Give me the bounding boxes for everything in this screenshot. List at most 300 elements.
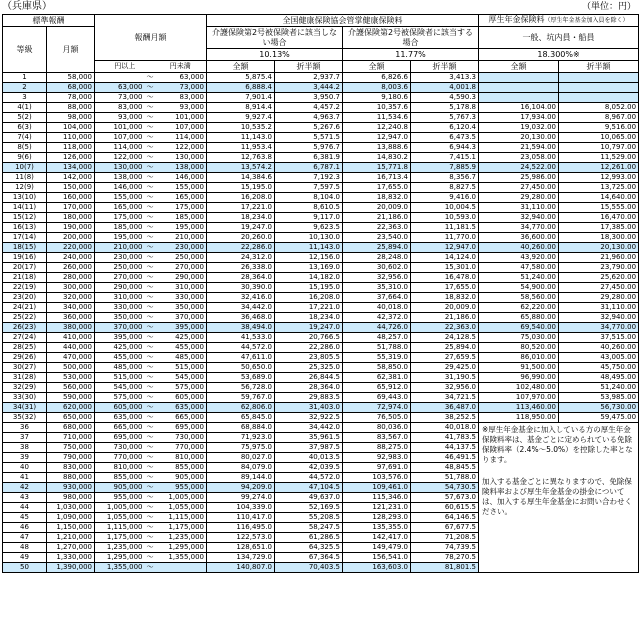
health2-full-cell: 35,310.0 xyxy=(343,283,411,293)
pension-heading xyxy=(479,15,639,27)
range-to-cell: 485,000 xyxy=(155,353,207,363)
health2-half-cell: 78,270.5 xyxy=(411,553,479,563)
pension-full-cell: 69,540.00 xyxy=(479,323,559,333)
monthly-cell: 360,000 xyxy=(47,313,95,323)
health1-half-cell: 11,143.0 xyxy=(275,243,343,253)
range-from-cell: 73,000 xyxy=(95,93,145,103)
table-row xyxy=(3,213,639,223)
health2-full-cell: 9,180.6 xyxy=(343,93,411,103)
range-to-cell: 695,000 xyxy=(155,423,207,433)
pension-half-cell: 15,555.00 xyxy=(559,203,639,213)
range-to-cell: 425,000 xyxy=(155,333,207,343)
health1-full-cell: 17,221.0 xyxy=(207,203,275,213)
table-row xyxy=(3,303,639,313)
table-row xyxy=(3,293,639,303)
pension-title: 厚生年金保険料 xyxy=(488,15,545,24)
health1-half-cell: 32,922.5 xyxy=(275,413,343,423)
health2-full-cell: 10,357.6 xyxy=(343,103,411,113)
monthly-cell: 650,000 xyxy=(47,413,95,423)
range-to-cell: 665,000 xyxy=(155,413,207,423)
health2-full-cell: 65,912.0 xyxy=(343,383,411,393)
unit-label: （単位：円） xyxy=(581,2,636,12)
health1-full-cell: 134,729.0 xyxy=(207,553,275,563)
range-from-cell: 290,000 xyxy=(95,283,145,293)
table-row xyxy=(3,353,639,363)
pension-half-cell xyxy=(559,83,639,93)
health2-half-cell: 25,894.0 xyxy=(411,343,479,353)
health2-full-cell: 58,850.0 xyxy=(343,363,411,373)
health2-half-cell: 11,181.5 xyxy=(411,223,479,233)
range-from-cell: 605,000 xyxy=(95,403,145,413)
table-row xyxy=(3,93,639,103)
tilde-cell: ～ xyxy=(146,323,154,331)
table-row xyxy=(3,223,639,233)
grade-cell: 10(7) xyxy=(3,163,47,173)
monthly-cell: 980,000 xyxy=(47,493,95,503)
grade-cell: 39 xyxy=(3,453,47,463)
health1-half-cell: 13,169.0 xyxy=(275,263,343,273)
health2-half-cell: 4,001.8 xyxy=(411,83,479,93)
health1-half-cell: 25,325.0 xyxy=(275,363,343,373)
grade-cell: 9(6) xyxy=(3,153,47,163)
range-from-cell: 114,000 xyxy=(95,143,145,153)
range-to-cell: 230,000 xyxy=(155,243,207,253)
range-to-cell: 155,000 xyxy=(155,183,207,193)
range-from-cell: 905,000 xyxy=(95,483,145,493)
pension-full-cell: 54,900.00 xyxy=(479,283,559,293)
health2-half-cell: 48,845.5 xyxy=(411,463,479,473)
range-to-cell: 1,175,000 xyxy=(155,523,207,533)
health1-full-cell: 116,495.0 xyxy=(207,523,275,533)
health1-full-cell: 28,364.0 xyxy=(207,273,275,283)
pension-full-cell: 58,560.00 xyxy=(479,293,559,303)
tilde-cell: ～ xyxy=(146,423,154,431)
health2-full-cell: 6,826.6 xyxy=(343,73,411,83)
health1-full-cell: 59,767.0 xyxy=(207,393,275,403)
health1-half-heading: 折半額 xyxy=(275,61,343,73)
tilde-cell: ～ xyxy=(146,133,154,141)
health1-full-cell: 94,209.0 xyxy=(207,483,275,493)
health2-half-cell: 44,137.5 xyxy=(411,443,479,453)
pension-half-cell: 37,515.00 xyxy=(559,333,639,343)
health1-full-cell: 26,338.0 xyxy=(207,263,275,273)
table-row xyxy=(3,403,639,413)
pension-half-cell: 48,495.00 xyxy=(559,373,639,383)
grade-cell: 17(14) xyxy=(3,233,47,243)
tilde-cell: ～ xyxy=(146,443,154,451)
tilde-cell: ～ xyxy=(146,503,154,511)
health2-full-cell: 76,505.0 xyxy=(343,413,411,423)
grade-cell: 31(28) xyxy=(3,373,47,383)
range-from-cell: 455,000 xyxy=(95,353,145,363)
tilde-cell: ～ xyxy=(146,313,154,321)
health1-full-cell: 16,208.0 xyxy=(207,193,275,203)
grade-cell: 1 xyxy=(3,73,47,83)
health2-full-cell: 20,009.0 xyxy=(343,203,411,213)
monthly-cell: 126,000 xyxy=(47,153,95,163)
pension-half-cell: 17,385.00 xyxy=(559,223,639,233)
health1-half-cell: 18,234.0 xyxy=(275,313,343,323)
range-from-cell: 350,000 xyxy=(95,313,145,323)
pension-full-cell: 32,940.00 xyxy=(479,213,559,223)
grade-cell: 38 xyxy=(3,443,47,453)
grade-cell: 30(27) xyxy=(3,363,47,373)
health2-full-cell: 16,713.4 xyxy=(343,173,411,183)
health1-half-cell: 3,444.2 xyxy=(275,83,343,93)
monthly-cell: 790,000 xyxy=(47,453,95,463)
range-from-cell: 1,295,000 xyxy=(95,553,145,563)
tilde-cell: ～ xyxy=(146,493,154,501)
grade-cell: 7(4) xyxy=(3,133,47,143)
range-from-cell: 395,000 xyxy=(95,333,145,343)
tilde-cell: ～ xyxy=(146,343,154,351)
pension-full-cell: 20,130.00 xyxy=(479,133,559,143)
health2-full-cell: 72,974.0 xyxy=(343,403,411,413)
monthly-cell: 1,030,000 xyxy=(47,503,95,513)
table-row xyxy=(3,173,639,183)
pension-half-cell xyxy=(559,93,639,103)
health1-half-cell: 55,208.5 xyxy=(275,513,343,523)
tilde-cell: ～ xyxy=(146,73,154,81)
health2-half-cell: 6,120.4 xyxy=(411,123,479,133)
health1-full-cell: 30,390.0 xyxy=(207,283,275,293)
pension-half-cell: 20,130.00 xyxy=(559,243,639,253)
tilde-cell: ～ xyxy=(146,453,154,461)
health2-half-cell: 17,655.0 xyxy=(411,283,479,293)
table-row xyxy=(3,203,639,213)
monthly-cell: 280,000 xyxy=(47,273,95,283)
tilde-cell: ～ xyxy=(146,143,154,151)
monthly-cell: 118,000 xyxy=(47,143,95,153)
range-to-cell: 138,000 xyxy=(155,163,207,173)
health2-half-cell: 41,783.5 xyxy=(411,433,479,443)
pension-half-cell: 21,960.00 xyxy=(559,253,639,263)
health2-half-cell: 6,944.3 xyxy=(411,143,479,153)
tilde-cell: ～ xyxy=(146,93,154,101)
health1-half-cell: 4,457.2 xyxy=(275,103,343,113)
health1-full-cell: 122,573.0 xyxy=(207,533,275,543)
pension-full-cell: 40,260.00 xyxy=(479,243,559,253)
health1-half-cell: 8,610.5 xyxy=(275,203,343,213)
table-row xyxy=(3,163,639,173)
insurance-premium-table xyxy=(2,14,639,573)
health1-half-cell: 7,597.5 xyxy=(275,183,343,193)
range-from-cell: 195,000 xyxy=(95,233,145,243)
monthly-cell: 1,090,000 xyxy=(47,513,95,523)
monthly-cell: 78,000 xyxy=(47,93,95,103)
health1-full-cell: 50,650.0 xyxy=(207,363,275,373)
monthly-cell: 830,000 xyxy=(47,463,95,473)
health2-half-cell: 18,832.0 xyxy=(411,293,479,303)
tilde-cell: ～ xyxy=(146,303,154,311)
health1-half-cell: 47,104.5 xyxy=(275,483,343,493)
table-row xyxy=(3,383,639,393)
monthly-cell: 470,000 xyxy=(47,353,95,363)
range-to-cell: 770,000 xyxy=(155,443,207,453)
range-from-cell: 370,000 xyxy=(95,323,145,333)
health1-full-cell: 20,260.0 xyxy=(207,233,275,243)
monthly-cell: 530,000 xyxy=(47,373,95,383)
table-row xyxy=(3,143,639,153)
range-to-cell: 350,000 xyxy=(155,303,207,313)
table-row xyxy=(3,373,639,383)
monthly-cell: 1,150,000 xyxy=(47,523,95,533)
pension-half-cell: 40,260.00 xyxy=(559,343,639,353)
health1-half-cell: 10,130.0 xyxy=(275,233,343,243)
health2-full-cell: 40,018.0 xyxy=(343,303,411,313)
health2-half-cell: 51,788.0 xyxy=(411,473,479,483)
pension-half-cell: 27,450.00 xyxy=(559,283,639,293)
pension-full-cell: 36,600.00 xyxy=(479,233,559,243)
pension-half-cell: 8,052.00 xyxy=(559,103,639,113)
pension-half-heading: 折半額 xyxy=(559,61,639,73)
pension-full-cell: 47,580.00 xyxy=(479,263,559,273)
table-row xyxy=(3,83,639,93)
health2-half-cell: 54,730.5 xyxy=(411,483,479,493)
health2-full-cell: 44,726.0 xyxy=(343,323,411,333)
range-from-cell: 130,000 xyxy=(95,163,145,173)
table-row xyxy=(3,283,639,293)
health2-full-cell: 23,540.0 xyxy=(343,233,411,243)
health2-full-cell: 48,257.0 xyxy=(343,333,411,343)
range-to-cell: 114,000 xyxy=(155,133,207,143)
pension-fund-note xyxy=(479,423,639,573)
pension-half-cell: 14,640.00 xyxy=(559,193,639,203)
health1-full-cell: 140,807.0 xyxy=(207,563,275,573)
grade-cell: 47 xyxy=(3,533,47,543)
health1-half-cell: 4,963.7 xyxy=(275,113,343,123)
range-to-label: 円未満 xyxy=(155,61,207,73)
health2-full-cell: 92,983.0 xyxy=(343,453,411,463)
health2-half-cell: 81,801.5 xyxy=(411,563,479,573)
pension-full-cell: 118,950.00 xyxy=(479,413,559,423)
health1-full-cell: 53,689.0 xyxy=(207,373,275,383)
pension-full-cell: 75,030.00 xyxy=(479,333,559,343)
health2-full-cell: 51,788.0 xyxy=(343,343,411,353)
health1-full-cell: 6,888.4 xyxy=(207,83,275,93)
range-from-cell: 730,000 xyxy=(95,443,145,453)
health2-half-cell: 5,178.8 xyxy=(411,103,479,113)
monthly-cell: 1,210,000 xyxy=(47,533,95,543)
health1-full-cell: 36,468.0 xyxy=(207,313,275,323)
grade-cell: 15(12) xyxy=(3,213,47,223)
health1-half-cell: 7,192.3 xyxy=(275,173,343,183)
health1-full-cell: 10,535.2 xyxy=(207,123,275,133)
health1-full-cell: 38,494.0 xyxy=(207,323,275,333)
tilde-cell: ～ xyxy=(146,263,154,271)
health1-full-cell: 14,384.6 xyxy=(207,173,275,183)
pension-half-cell: 34,770.00 xyxy=(559,323,639,333)
health2-half-cell: 24,128.5 xyxy=(411,333,479,343)
table-row xyxy=(3,243,639,253)
pension-half-cell: 56,730.00 xyxy=(559,403,639,413)
health1-full-cell: 7,901.4 xyxy=(207,93,275,103)
health2-half-cell: 32,956.0 xyxy=(411,383,479,393)
grade-cell: 5(2) xyxy=(3,113,47,123)
pension-full-cell: 65,880.00 xyxy=(479,313,559,323)
health2-half-cell: 36,487.0 xyxy=(411,403,479,413)
health2-half-cell: 57,673.0 xyxy=(411,493,479,503)
range-to-cell: 455,000 xyxy=(155,343,207,353)
monthly-cell: 300,000 xyxy=(47,283,95,293)
table-row xyxy=(3,393,639,403)
health1-full-cell: 19,247.0 xyxy=(207,223,275,233)
health1-half-cell: 22,286.0 xyxy=(275,343,343,353)
health1-full-cell: 47,611.0 xyxy=(207,353,275,363)
health-insurance-heading: 全国健康保険協会管掌健康保険料 xyxy=(207,15,479,27)
grade-cell: 41 xyxy=(3,473,47,483)
health1-full-cell: 24,312.0 xyxy=(207,253,275,263)
tilde-cell: ～ xyxy=(146,223,154,231)
monthly-cell: 1,390,000 xyxy=(47,563,95,573)
grade-cell: 50 xyxy=(3,563,47,573)
range-from-cell: 1,055,000 xyxy=(95,513,145,523)
range-from-cell: 165,000 xyxy=(95,203,145,213)
health2-half-cell: 10,593.0 xyxy=(411,213,479,223)
health1-half-cell: 17,221.0 xyxy=(275,303,343,313)
tilde-cell: ～ xyxy=(146,533,154,541)
health1-full-cell: 5,875.4 xyxy=(207,73,275,83)
pension-full-cell: 24,522.00 xyxy=(479,163,559,173)
range-from-cell: 425,000 xyxy=(95,343,145,353)
health-category-2: 介護保険第2号被保険者に該当する場合 xyxy=(343,27,479,49)
tilde-cell: ～ xyxy=(146,523,154,531)
monthly-cell: 170,000 xyxy=(47,203,95,213)
health1-half-cell: 35,961.5 xyxy=(275,433,343,443)
health1-full-cell: 8,914.4 xyxy=(207,103,275,113)
pension-full-cell: 102,480.00 xyxy=(479,383,559,393)
pension-full-cell: 80,520.00 xyxy=(479,343,559,353)
monthly-cell: 440,000 xyxy=(47,343,95,353)
monthly-cell: 142,000 xyxy=(47,173,95,183)
table-row xyxy=(3,253,639,263)
range-to-cell: 73,000 xyxy=(155,83,207,93)
health1-full-cell: 68,884.0 xyxy=(207,423,275,433)
pension-full-cell xyxy=(479,83,559,93)
monthly-cell: 134,000 xyxy=(47,163,95,173)
grade-cell: 2 xyxy=(3,83,47,93)
grade-cell: 48 xyxy=(3,543,47,553)
monthly-cell: 200,000 xyxy=(47,233,95,243)
monthly-cell: 220,000 xyxy=(47,243,95,253)
range-from-cell: 1,175,000 xyxy=(95,533,145,543)
range-from-cell: 63,000 xyxy=(95,83,145,93)
pension-half-cell: 29,280.00 xyxy=(559,293,639,303)
range-to-cell: 83,000 xyxy=(155,93,207,103)
range-from-cell: 210,000 xyxy=(95,243,145,253)
health2-full-heading: 全額 xyxy=(343,61,411,73)
pension-full-cell: 62,220.00 xyxy=(479,303,559,313)
monthly-cell: 68,000 xyxy=(47,83,95,93)
health2-full-cell: 55,319.0 xyxy=(343,353,411,363)
range-from-label: 円以上 xyxy=(95,61,155,73)
range-to-cell: 545,000 xyxy=(155,373,207,383)
health2-full-cell: 25,894.0 xyxy=(343,243,411,253)
health2-full-cell: 80,036.0 xyxy=(343,423,411,433)
range-from-cell: 545,000 xyxy=(95,383,145,393)
table-row xyxy=(3,263,639,273)
health1-half-cell: 5,571.5 xyxy=(275,133,343,143)
table-row xyxy=(3,193,639,203)
health1-half-cell: 49,637.0 xyxy=(275,493,343,503)
pension-half-cell: 31,110.00 xyxy=(559,303,639,313)
health2-half-cell: 9,416.0 xyxy=(411,193,479,203)
health2-half-cell: 38,252.5 xyxy=(411,413,479,423)
table-row xyxy=(3,273,639,283)
range-to-cell: 250,000 xyxy=(155,253,207,263)
health2-full-cell: 22,363.0 xyxy=(343,223,411,233)
health1-full-cell: 75,975.0 xyxy=(207,443,275,453)
grade-cell: 6(3) xyxy=(3,123,47,133)
health1-full-cell: 34,442.0 xyxy=(207,303,275,313)
table-row xyxy=(3,313,639,323)
range-to-cell: 515,000 xyxy=(155,363,207,373)
health2-full-cell: 163,603.0 xyxy=(343,563,411,573)
health2-full-cell: 17,655.0 xyxy=(343,183,411,193)
health2-half-cell: 15,301.0 xyxy=(411,263,479,273)
health2-half-cell: 67,677.5 xyxy=(411,523,479,533)
pension-note: （厚生年金基金加入員を除く） xyxy=(544,17,629,24)
health1-full-cell: 11,953.4 xyxy=(207,143,275,153)
health2-half-cell: 4,590.3 xyxy=(411,93,479,103)
grade-cell: 24(21) xyxy=(3,303,47,313)
range-from-cell: 230,000 xyxy=(95,253,145,263)
range-from-cell: 122,000 xyxy=(95,153,145,163)
range-from-cell: 515,000 xyxy=(95,373,145,383)
health1-full-cell: 104,339.0 xyxy=(207,503,275,513)
monthly-cell: 340,000 xyxy=(47,303,95,313)
range-to-cell: 1,005,000 xyxy=(155,493,207,503)
pension-full-cell: 34,770.00 xyxy=(479,223,559,233)
health2-full-cell: 8,003.6 xyxy=(343,83,411,93)
health2-half-cell: 21,186.0 xyxy=(411,313,479,323)
health1-half-cell: 9,117.0 xyxy=(275,213,343,223)
pension-half-cell: 13,725.00 xyxy=(559,183,639,193)
pension-full-cell: 21,594.00 xyxy=(479,143,559,153)
range-from-cell: 101,000 xyxy=(95,123,145,133)
tilde-cell: ～ xyxy=(146,113,154,121)
remuneration-range-heading: 報酬月額 xyxy=(95,15,207,61)
grade-cell: 43 xyxy=(3,493,47,503)
health2-full-cell: 12,240.8 xyxy=(343,123,411,133)
rate-1: 10.13% xyxy=(207,49,343,61)
health1-half-cell: 42,039.5 xyxy=(275,463,343,473)
health2-half-cell: 46,491.5 xyxy=(411,453,479,463)
range-from-cell: 810,000 xyxy=(95,463,145,473)
health1-full-cell: 11,143.0 xyxy=(207,133,275,143)
grade-cell: 34(31) xyxy=(3,403,47,413)
pension-full-heading: 全額 xyxy=(479,61,559,73)
health2-full-cell: 30,602.0 xyxy=(343,263,411,273)
grade-cell: 45 xyxy=(3,513,47,523)
tilde-cell: ～ xyxy=(146,353,154,361)
health1-full-cell: 56,728.0 xyxy=(207,383,275,393)
health2-half-cell: 7,885.9 xyxy=(411,163,479,173)
health2-half-cell: 14,124.0 xyxy=(411,253,479,263)
range-to-cell: 330,000 xyxy=(155,293,207,303)
table-row xyxy=(3,183,639,193)
tilde-cell: ～ xyxy=(146,513,154,521)
health2-full-cell: 128,293.0 xyxy=(343,513,411,523)
grade-cell: 28(25) xyxy=(3,343,47,353)
health2-full-cell: 15,771.8 xyxy=(343,163,411,173)
pension-half-cell: 43,005.00 xyxy=(559,353,639,363)
range-to-cell: 1,115,000 xyxy=(155,513,207,523)
range-from-cell: 155,000 xyxy=(95,193,145,203)
health2-full-cell: 11,534.6 xyxy=(343,113,411,123)
health1-full-cell: 44,572.0 xyxy=(207,343,275,353)
grade-heading: 等級 xyxy=(3,27,47,73)
